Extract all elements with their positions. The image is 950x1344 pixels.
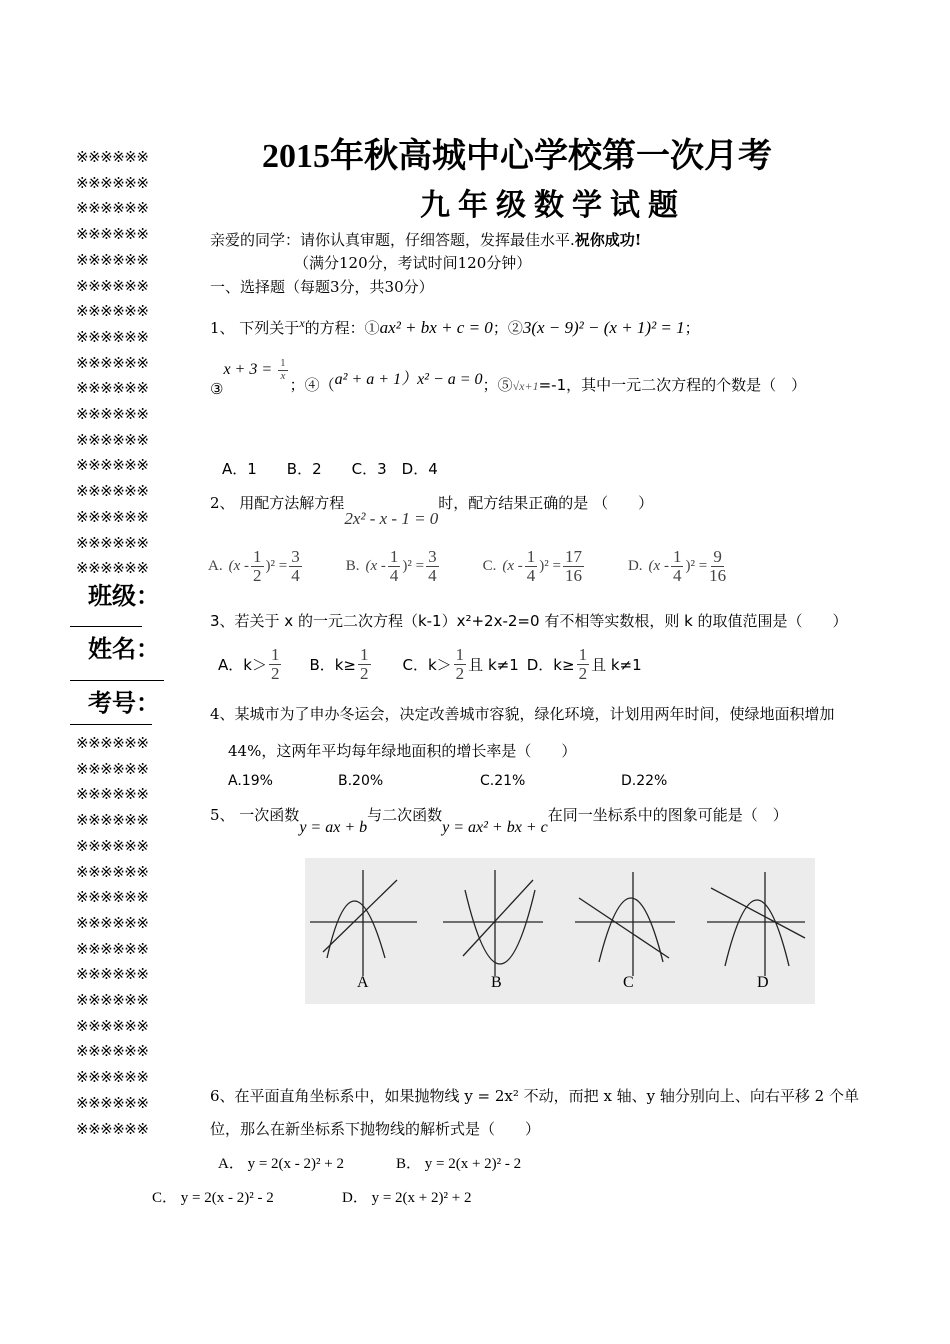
- margin-mark-row: ※※※※※※: [76, 199, 149, 218]
- q1-end: ；: [684, 319, 700, 337]
- margin-mark-row: ※※※※※※: [76, 353, 149, 372]
- q2-inner-frac: [251, 548, 264, 585]
- question-1-options: A．1 B．2 C．3 D．4: [222, 460, 438, 478]
- q6-opt-b: B． y = 2(x + 2)² - 2: [396, 1156, 522, 1172]
- q3-opt-c: C．k＞: [402, 655, 452, 674]
- q1-eq2: 3(x − 9)² − (x + 1)² = 1: [522, 318, 685, 337]
- margin-mark-row: ※※※※※※: [76, 759, 149, 778]
- q2-prefix: 2、 用配方法解方程: [210, 494, 345, 512]
- q2-inner-den: 4: [672, 565, 682, 585]
- q1-eq3: x + 3 =: [223, 361, 277, 378]
- margin-mark-row: ※※※※※※: [76, 811, 149, 830]
- q1-eq5: √x+1: [512, 379, 539, 393]
- margin-mark-row: ※※※※※※: [76, 405, 149, 423]
- q2-rhs-frac: [289, 548, 302, 585]
- class-label: 班级：: [88, 581, 160, 610]
- graph-label-d: D: [757, 974, 769, 991]
- margin-mark-row: ※※※※※※: [76, 939, 149, 958]
- q1-eq3-frac: [278, 358, 288, 382]
- margin-mark-row: ※※※※※※: [76, 173, 149, 192]
- q2-option: [628, 548, 728, 585]
- q5-suffix: 在同一坐标系中的图象可能是（ ）: [547, 806, 788, 824]
- q5-mid: 与二次函数: [367, 806, 443, 824]
- section-1-title: 一、选择题（每题3分，共30分）: [210, 278, 434, 296]
- margin-mark-row: ※※※※※※: [76, 430, 149, 449]
- q3-half-d: [577, 646, 590, 683]
- q2-inner-num: 1: [672, 547, 682, 566]
- q2-inner-num: 1: [526, 547, 536, 566]
- q2-option-open: (x -: [648, 557, 669, 574]
- question-5: [210, 804, 788, 836]
- q2-rhs-frac: [563, 548, 584, 585]
- q2-option: [346, 548, 441, 585]
- q2-option-open: (x -: [365, 557, 386, 574]
- margin-mark-row: ※※※※※※: [76, 482, 149, 501]
- q1-eq4b: ）x² − a = 0: [401, 371, 483, 388]
- question-4-line1: 4、某城市为了申办冬运会，决定改善城市容貌，绿化环境，计划用两年时间，使绿地面积增加: [210, 705, 835, 723]
- q2-inner-frac: [525, 548, 538, 585]
- q3-half-c-num: 1: [455, 645, 465, 664]
- q2-rhs-den: 16: [709, 565, 727, 585]
- q4-opt-d: D.22%: [621, 773, 668, 789]
- name-label: 姓名：: [88, 634, 160, 663]
- graph-b: [443, 870, 543, 976]
- q1-sep: ；②: [492, 319, 523, 337]
- q1-mid: 的方程：①: [304, 319, 380, 337]
- margin-mark-row: ※※※※※※: [76, 785, 149, 804]
- q1-eq1: ax² + bx + c = 0: [379, 318, 493, 337]
- q2-rhs-den: 16: [564, 565, 582, 585]
- q2-option-label: A.: [208, 557, 223, 574]
- q3-half-c-den: 2: [455, 663, 465, 683]
- q2-eq: 2x² - x - 1 = 0: [344, 509, 439, 528]
- margin-mark-row: ※※※※※※: [76, 559, 149, 578]
- margin-mark-row: ※※※※※※: [76, 1093, 149, 1112]
- margin-mark-row: ※※※※※※: [76, 507, 149, 526]
- q3-half-a-num: 1: [270, 645, 280, 664]
- q1-eq3-num: 1: [280, 356, 286, 369]
- margin-mark-row: ※※※※※※: [76, 148, 149, 166]
- margin-mark-row: ※※※※※※: [76, 913, 149, 932]
- graph-c: [575, 872, 675, 976]
- question-6-line2: 位，那么在新坐标系下抛物线的解析式是（ ）: [210, 1120, 541, 1138]
- q1-prefix: 1、 下列关于: [210, 319, 300, 337]
- q2-inner-den: 4: [389, 565, 399, 585]
- q4-opt-b: B.20%: [338, 773, 384, 789]
- margin-mark-row: ※※※※※※: [76, 1068, 149, 1087]
- q2-inner-frac: [671, 548, 684, 585]
- intro-text: [210, 229, 641, 250]
- question-3: 3、若关于 x 的一元二次方程（k-1）x²+2x-2=0 有不相等实数根，则 k 的取值范围是（ ）: [210, 612, 848, 630]
- margin-mark-row: ※※※※※※: [76, 734, 149, 752]
- margin-mark-row: ※※※※※※: [76, 379, 149, 398]
- q2-option-label: C.: [482, 557, 497, 574]
- q2-rhs-frac: [709, 548, 726, 585]
- q3-half-a-den: 2: [270, 663, 280, 683]
- margin-mark-row: ※※※※※※: [76, 250, 149, 269]
- q2-rhs-num: 3: [291, 547, 300, 566]
- margin-mark-row: ※※※※※※: [76, 533, 149, 552]
- q3-half-d-den: 2: [578, 663, 588, 683]
- margin-mark-row: ※※※※※※: [76, 302, 149, 321]
- q2-rhs-num: 17: [564, 547, 582, 566]
- q5-prefix: 5、 一次函数: [210, 806, 300, 824]
- q3-half-d-num: 1: [578, 645, 588, 664]
- q1-eq3-den: x: [280, 369, 286, 382]
- q3-opt-a: A．k＞: [218, 655, 267, 674]
- id-label: 考号：: [88, 688, 160, 717]
- q5-graphs: [305, 858, 815, 1004]
- q2-option-close: )² =: [685, 557, 708, 574]
- score-note: （满分120分，考试时间120分钟）: [294, 254, 532, 272]
- q3-half-b-num: 1: [360, 645, 369, 664]
- q3-opt-d2: 且 k≠1: [591, 655, 642, 674]
- page-subtitle: 九年级数学试题: [420, 188, 686, 223]
- q4-opt-c: C.21%: [480, 773, 526, 789]
- q2-inner-frac: [388, 548, 401, 585]
- q6-opt-d: D． y = 2(x + 2)² + 2: [342, 1190, 472, 1206]
- q2-inner-num: 1: [253, 547, 262, 566]
- q3-half-c: [454, 646, 467, 683]
- q6-opt-c: C． y = 2(x - 2)² - 2: [152, 1190, 274, 1206]
- q4-opt-a: A.19%: [228, 773, 273, 789]
- q5-f2: y = ax² + bx + c: [442, 819, 548, 836]
- q2-option-close: )² =: [402, 557, 425, 574]
- q1-var: x: [299, 316, 305, 330]
- intro-body: 亲爱的同学：请你认真审题，仔细答题，发挥最佳水平.: [210, 231, 575, 249]
- q2-rhs-num: 9: [713, 547, 722, 566]
- margin-mark-row: ※※※※※※: [76, 991, 149, 1009]
- q2-rhs-num: 3: [428, 547, 437, 566]
- graph-label-b: B: [491, 974, 502, 991]
- question-4-line2: 44%，这两年平均每年绿地面积的增长率是（ ）: [228, 742, 577, 760]
- graph-a: [310, 870, 417, 976]
- margin-mark-row: ※※※※※※: [76, 965, 149, 984]
- q3-opt-b: B．k≥: [309, 655, 356, 674]
- class-field[interactable]: [70, 626, 142, 627]
- question-1-line1: [210, 316, 700, 338]
- q1-c3: ③: [210, 380, 224, 399]
- q2-rhs-den: 4: [428, 565, 437, 585]
- margin-mark-row: ※※※※※※: [76, 888, 149, 907]
- q1-eq5b: =-1，其中一元二次方程的个数是（ ）: [538, 376, 807, 394]
- q6-opt-a: A． y = 2(x - 2)² + 2: [218, 1156, 344, 1172]
- q3-opt-c2: 且 k≠1: [468, 655, 519, 674]
- q1-c5: ；⑤: [482, 376, 513, 394]
- q3-half-a: [269, 646, 282, 683]
- question-2: [210, 492, 654, 528]
- q3-opt-d: D．k≥: [526, 655, 575, 674]
- margin-mark-row: ※※※※※※: [76, 276, 149, 295]
- question-6-line1: 6、在平面直角坐标系中，如果抛物线 y = 2x² 不动，而把 x 轴、y 轴分别向上、向右平移 2 个单: [210, 1087, 859, 1105]
- q1-eq4: a² + a + 1: [334, 371, 402, 388]
- margin-mark-row: ※※※※※※: [76, 862, 149, 881]
- q2-suffix: 时，配方结果正确的是 （ ）: [438, 494, 654, 512]
- q2-option-label: D.: [627, 557, 643, 574]
- margin-mark-row: ※※※※※※: [76, 1119, 149, 1138]
- question-2-options: [208, 548, 728, 585]
- id-field[interactable]: [70, 724, 152, 725]
- margin-mark-row: ※※※※※※: [76, 327, 149, 346]
- q2-option-open: (x -: [502, 557, 523, 574]
- q3-half-b-den: 2: [360, 663, 369, 683]
- q2-option: [208, 548, 304, 585]
- q2-option-close: )² =: [265, 557, 288, 574]
- margin-mark-row: ※※※※※※: [76, 836, 149, 855]
- name-field[interactable]: [70, 680, 164, 681]
- question-3-options: [218, 646, 642, 683]
- intro-bold: 祝你成功!: [574, 231, 642, 249]
- q2-option-label: B.: [345, 557, 360, 574]
- q5-f1: y = ax + b: [299, 819, 368, 836]
- q3-half-b: [358, 646, 371, 683]
- q2-inner-den: 2: [253, 565, 262, 585]
- margin-mark-row: ※※※※※※: [76, 1042, 149, 1061]
- graph-label-c: C: [623, 974, 634, 991]
- margin-mark-row: ※※※※※※: [76, 456, 149, 475]
- q5-figure: [305, 858, 815, 1004]
- q2-option: [483, 548, 586, 585]
- q2-inner-num: 1: [389, 547, 399, 566]
- q2-option-open: (x -: [228, 557, 249, 574]
- q2-inner-den: 4: [526, 565, 536, 585]
- graph-d: [707, 872, 805, 976]
- q2-option-close: )² =: [539, 557, 561, 574]
- q2-rhs-frac: [426, 548, 439, 585]
- q2-rhs-den: 4: [291, 565, 300, 585]
- margin-mark-row: ※※※※※※: [76, 225, 149, 244]
- page-title: 2015年秋高城中心学校第一次月考: [262, 138, 772, 175]
- question-1-line2: [210, 356, 807, 399]
- graph-label-a: A: [357, 974, 369, 991]
- margin-mark-row: ※※※※※※: [76, 1016, 149, 1035]
- q1-c4: ；④（: [289, 376, 335, 394]
